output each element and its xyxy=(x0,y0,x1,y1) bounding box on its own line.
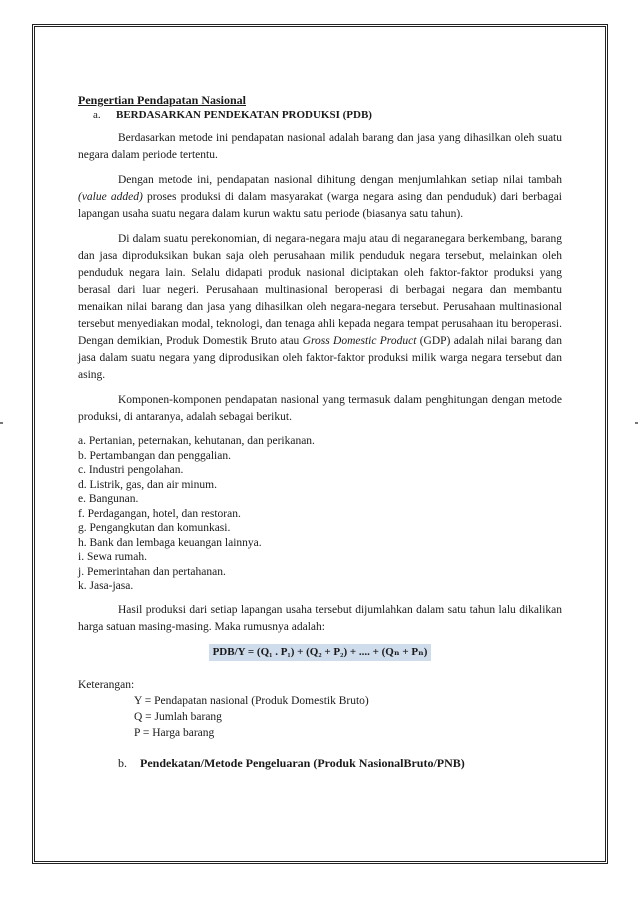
list-item: a. Pertanian, peternakan, kehutanan, dan perikanan. xyxy=(78,435,315,447)
subheading-a-text: BERDASARKAN PENDEKATAN PRODUKSI (PDB) xyxy=(116,109,372,121)
pdb-formula: PDB/Y = (Q₁ . P₁) + (Q₂ + P₂) + .... + (Qₙ + Pₙ) xyxy=(209,644,432,661)
list-item: f. Perdagangan, hotel, dan restoran. xyxy=(78,507,241,520)
subheading-b-text: Pendekatan/Metode Pengeluaran (Produk NasionalBruto/PNB) xyxy=(140,755,465,770)
document-body xyxy=(78,93,562,772)
subheading-b xyxy=(118,755,562,772)
list-item: k. Jasa-jasa. xyxy=(78,580,134,592)
legend-item: P = Harga barang xyxy=(134,726,215,739)
list-item: c. Industri pengolahan. xyxy=(78,464,184,476)
paragraph-definition: Berdasarkan metode ini pendapatan nasional adalah barang dan jasa yang dihasilkan oleh suatu negara dalam periode tertentu. xyxy=(78,132,562,161)
legend-title: Keterangan: xyxy=(78,678,135,691)
left-edge-mark xyxy=(0,422,3,424)
components-list xyxy=(78,434,562,594)
list-item: d. Listrik, gas, dan air minum. xyxy=(78,478,217,491)
paragraph-method-part2: proses produksi di dalam masyarakat (warga negara asing dan penduduk) dari berbagai lapangan usaha suatu negara dalam kurun waktu satu periode (biasanya satu tahun). xyxy=(78,191,562,220)
paragraph-economy-part2: (GDP) adalah nilai barang dan jasa dalam suatu negara yang diprodusikan oleh faktor-faktor produksi milik warga negara tersebut dan asing. xyxy=(78,335,562,381)
list-item: e. Bangunan. xyxy=(78,493,139,505)
formula-row xyxy=(78,644,562,661)
legend-item: Q = Jumlah barang xyxy=(134,710,222,723)
list-item: i. Sewa rumah. xyxy=(78,551,147,563)
list-item: b. Pertambangan dan penggalian. xyxy=(78,449,231,462)
page-title: Pengertian Pendapatan Nasional xyxy=(78,93,247,107)
paragraph-components-intro: Komponen-komponen pendapatan nasional yang termasuk dalam penghitungan dengan metode produksi, di antaranya, adalah sebagai berikut. xyxy=(78,394,562,423)
paragraph-formula-intro: Hasil produksi dari setiap lapangan usaha tersebut dijumlahkan dalam satu tahun lalu dikalikan harga satuan masing-masing. Maka rumusnya adalah: xyxy=(78,603,562,633)
list-item: j. Pemerintahan dan pertahanan. xyxy=(78,565,226,578)
paragraph-method-part1: Dengan metode ini, pendapatan nasional dihitung dengan menjumlahkan setiap nilai tambah xyxy=(118,174,562,186)
paragraph-method xyxy=(78,172,562,223)
paragraph-method-italic: (value added) xyxy=(78,191,143,203)
list-item: h. Bank dan lembaga keuangan lainnya. xyxy=(78,536,262,549)
subheading-b-label: b. xyxy=(118,755,127,770)
list-item: g. Pengangkutan dan komunkasi. xyxy=(78,522,231,534)
paragraph-economy-part1: Di dalam suatu perekonomian, di negara-negara maju atau di negaranegara berkembang, barang dan jasa diproduksikan bukan saja oleh perusahaan milik penduduk negara tersebut, melainkan oleh penduduk negara lain. Selalu didapati produk nasional diciptakan oleh faktor-faktor produksi yang berasal dari luar negeri. Perusahaan multinasional beroperasi di berbagai negara dan membantu menaikan nilai barang dan jasa yang dihasilkan oleh negara-negara tersebut. Perusahaan multinasional tersebut menyediakan modal, teknologi, dan tenaga ahli kepada negara tempat perusahaan itu beroperasi. Dengan demikian, Produk Domestik Bruto atau xyxy=(78,233,562,347)
paragraph-economy xyxy=(78,231,562,384)
subheading-a xyxy=(93,108,562,123)
paragraph-economy-italic: Gross Domestic Product xyxy=(302,335,417,347)
legend-item: Y = Pendapatan nasional (Produk Domestik Bruto) xyxy=(134,694,369,707)
subheading-a-label: a. xyxy=(93,109,101,121)
